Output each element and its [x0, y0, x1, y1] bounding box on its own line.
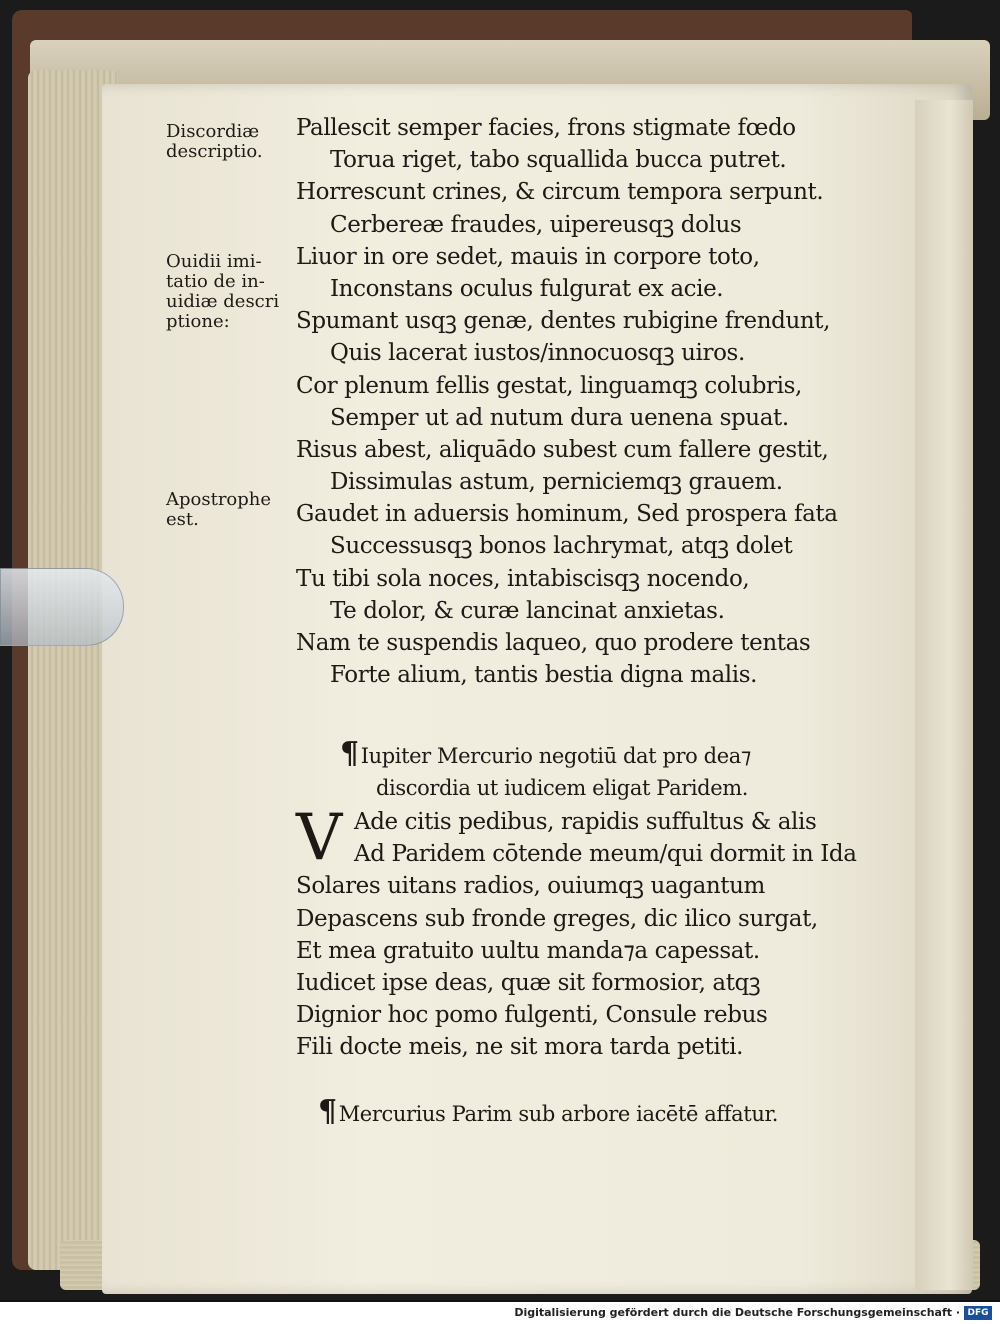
rubric-jupiter [340, 738, 860, 804]
margin-note-ouidii: Ouidii imi- tatio de in- uidiæ descri ptione: [166, 251, 280, 332]
verse-line: Depascens sub fronde greges, dic ilico surgat, [296, 905, 818, 932]
digitization-credit-bar [0, 1302, 1000, 1324]
verse-line: Successusqꝫ bonos lachrymat, atqꝫ dolet [330, 533, 793, 560]
verse-block [296, 112, 876, 691]
verse-line: Cerbereæ fraudes, uipereusqꝫ dolus [330, 211, 742, 238]
rubric-text: Mercurius Parim sub arbore iacētē affatur. [338, 1102, 779, 1126]
verse-line: Risus abest, aliquādo subest cum fallere gestit, [296, 436, 829, 463]
rubric-line [318, 1096, 838, 1130]
rubric-line: discordia ut iudicem eligat Paridem. [376, 776, 749, 800]
verse-line: Quis lacerat iustos/innocuosqꝫ uiros. [330, 340, 745, 367]
verse-line: Dignior hoc pomo fulgenti, Consule rebus [296, 1002, 768, 1029]
drop-initial-letter: V [296, 801, 343, 875]
verse-line: Et mea gratuito uultu manda⁊a capessat. [296, 937, 760, 964]
verse-line: Solares uitans radios, ouiumqꝫ uagantum [296, 873, 765, 900]
rubric-line [340, 738, 860, 772]
verse-line: Horrescunt crines, & circum tempora serpunt. [296, 179, 824, 206]
verse-line: Forte alium, tantis bestia digna malis. [330, 662, 758, 689]
dfg-logo: DFG [964, 1306, 992, 1320]
verse-line: Ade citis pedibus, rapidis suffultus & alis [354, 809, 817, 835]
pilcrow-icon: ¶ [318, 1094, 337, 1129]
verse-line: Tu tibi sola noces, intabiscisqꝫ nocendo, [296, 565, 750, 592]
rubric-mercurius [318, 1096, 838, 1130]
verse-line: Dissimulas astum, perniciemqꝫ grauem. [330, 469, 783, 496]
margin-note-discordiae: Discordiæ descriptio. [166, 121, 263, 162]
verse-line: Cor plenum fellis gestat, linguamqꝫ colubris, [296, 372, 802, 399]
verse-line: Torua riget, tabo squallida bucca putret. [330, 147, 787, 174]
verse-line: Liuor in ore sedet, mauis in corpore toto, [296, 243, 760, 270]
page-clip-holder [0, 568, 124, 646]
verse-line: Fili docte meis, ne sit mora tarda petiti. [296, 1034, 744, 1061]
page-gutter-fold [915, 100, 973, 1290]
credit-text: Digitalisierung gefördert durch die Deutsche Forschungsgemeinschaft · [514, 1306, 960, 1319]
verse-line: Semper ut ad nutum dura uenena spuat. [330, 404, 789, 431]
verse-line: Te dolor, & curæ lancinat anxietas. [330, 597, 725, 624]
rubric-text: Iupiter Mercurio negotiū dat pro dea⁊ [360, 744, 751, 768]
verse-line: Spumant usqꝫ genæ, dentes rubigine frendunt, [296, 308, 831, 335]
verse-line: Gaudet in aduersis hominum, Sed prospera fata [296, 501, 838, 528]
verse-line: Iudicet ipse deas, quæ sit formosior, atqꝫ [296, 969, 761, 996]
verse-line: Nam te suspendis laqueo, quo prodere tentas [296, 630, 811, 656]
verse-line: Inconstans oculus fulgurat ex acie. [330, 275, 724, 302]
initial-section [296, 801, 876, 1064]
margin-note-apostrophe: Apostrophe est. [166, 489, 272, 530]
verse-line: Ad Paridem cōtende meum/qui dormit in Ida [354, 841, 857, 868]
verse-line: Pallescit semper facies, frons stigmate fœdo [296, 115, 796, 141]
pilcrow-icon: ¶ [340, 736, 359, 771]
